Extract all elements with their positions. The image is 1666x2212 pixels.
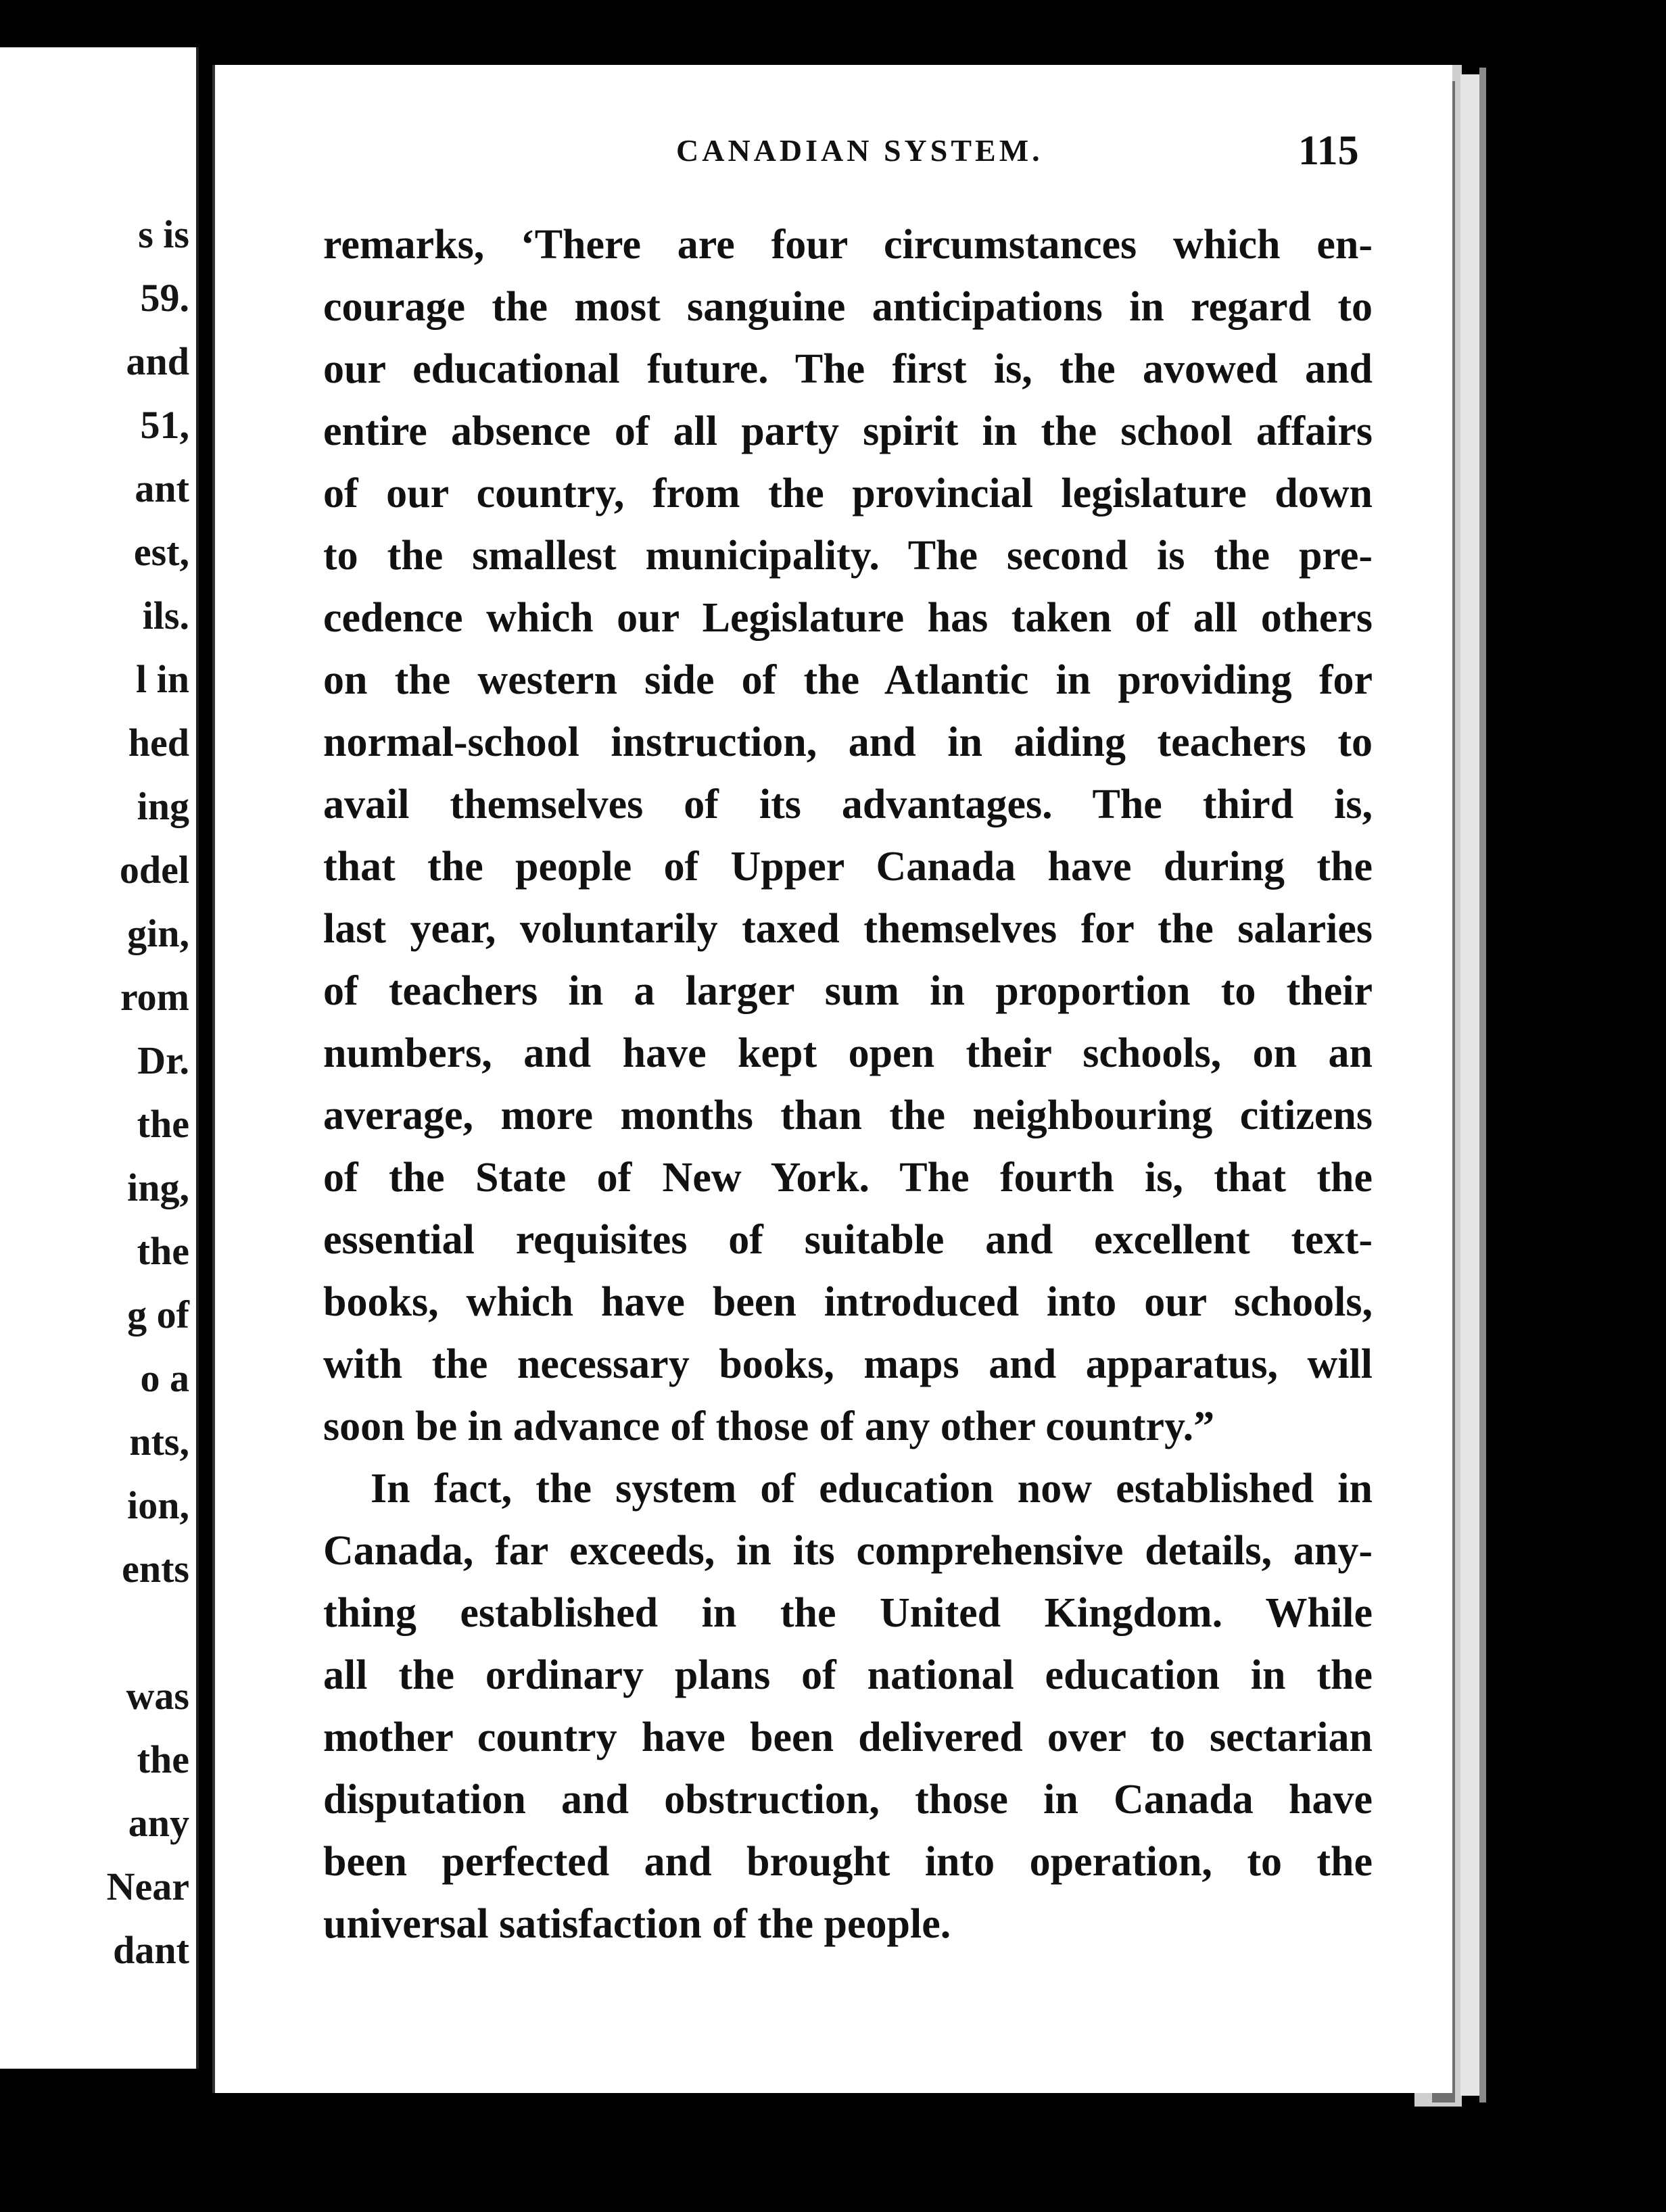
left-page-line: hed [128,721,189,765]
text-line: In fact, the system of education now established in [371,1466,1373,1512]
left-page-line: o a [140,1356,189,1400]
left-page-line: 51, [140,403,189,447]
text-line: to the smallest municipality. The second is the pre- [323,533,1373,579]
text-line: disputation and obstruction, those in Canada have [323,1777,1373,1823]
left-page-line: ils. [142,594,189,638]
left-page-line: the [137,1737,189,1781]
left-page-line: ion, [127,1483,189,1527]
left-page-line: odel [119,848,189,892]
text-line: essential requisites of suitable and excellent text- [323,1217,1373,1263]
left-page-line: the [137,1229,189,1273]
text-line: of the State of New York. The fourth is, that the [323,1155,1373,1201]
page-number: 115 [1298,128,1359,174]
left-page-line: g of [127,1293,189,1337]
text-line: mother country have been delivered over to sectarian [323,1714,1373,1760]
text-line: avail themselves of its advantages. The third is, [323,782,1373,827]
text-line: last year, voluntarily taxed themselves for the salaries [323,906,1373,952]
left-page-fragment [0,47,199,2069]
left-page-line: Near [106,1865,189,1908]
text-line: numbers, and have kept open their schools, on an [323,1030,1373,1076]
left-page-line: 59. [140,276,189,320]
text-line: average, more months than the neighbouring citizens [323,1092,1373,1138]
left-page-line: l in [136,657,189,701]
text-line: of teachers in a larger sum in proportion to their [323,968,1373,1014]
left-page-line: nts, [129,1420,189,1464]
text-line: entire absence of all party spirit in the school affairs [323,408,1373,454]
left-page-line: rom [120,975,189,1019]
left-page-line: and [126,339,189,383]
text-line: that the people of Upper Canada have during the [323,844,1373,890]
left-page-line: ant [135,466,189,510]
left-page-text [0,203,189,1982]
left-page-line: s is [138,212,189,256]
left-page-line: est, [133,530,189,574]
text-line: of our country, from the provincial legislature down [323,471,1373,516]
left-page-line [0,1601,189,1664]
page-edge [1460,74,1479,2096]
running-header: CANADIAN SYSTEM. [676,133,1043,168]
left-page-line: ing, [127,1165,189,1209]
text-line: cedence which our Legislature has taken of all others [323,595,1373,641]
text-line: courage the most sanguine anticipations in regard to [323,284,1373,330]
left-page-line: ents [122,1547,189,1591]
left-page-line: the [137,1102,189,1146]
text-line: remarks, ‘There are four circumstances which en- [323,222,1373,268]
left-page-line: gin, [127,911,189,955]
text-line: thing established in the United Kingdom. While [323,1590,1373,1636]
left-page-line: any [128,1801,189,1845]
text-line: been perfected and brought into operation, to the [323,1839,1373,1885]
body-text [323,214,1373,1955]
text-line: soon be in advance of those of any other country.” [323,1403,1215,1449]
text-line: our educational future. The first is, the avowed and [323,346,1373,392]
page-edge [1479,68,1486,2102]
left-page-line: was [126,1674,189,1718]
text-line: books, which have been introduced into our schools, [323,1279,1373,1325]
text-line: normal-school instruction, and in aiding teachers to [323,719,1373,765]
text-line: with the necessary books, maps and apparatus, will [323,1341,1373,1387]
left-page-line: Dr. [137,1038,189,1082]
text-line: Canada, far exceeds, in its comprehensive details, any- [323,1528,1373,1574]
left-page-line: ing [137,784,189,828]
text-line: universal satisfaction of the people. [323,1901,951,1947]
text-line: on the western side of the Atlantic in providing for [323,657,1373,703]
text-line: all the ordinary plans of national education in the [323,1652,1373,1698]
left-page-line: dant [113,1928,189,1972]
